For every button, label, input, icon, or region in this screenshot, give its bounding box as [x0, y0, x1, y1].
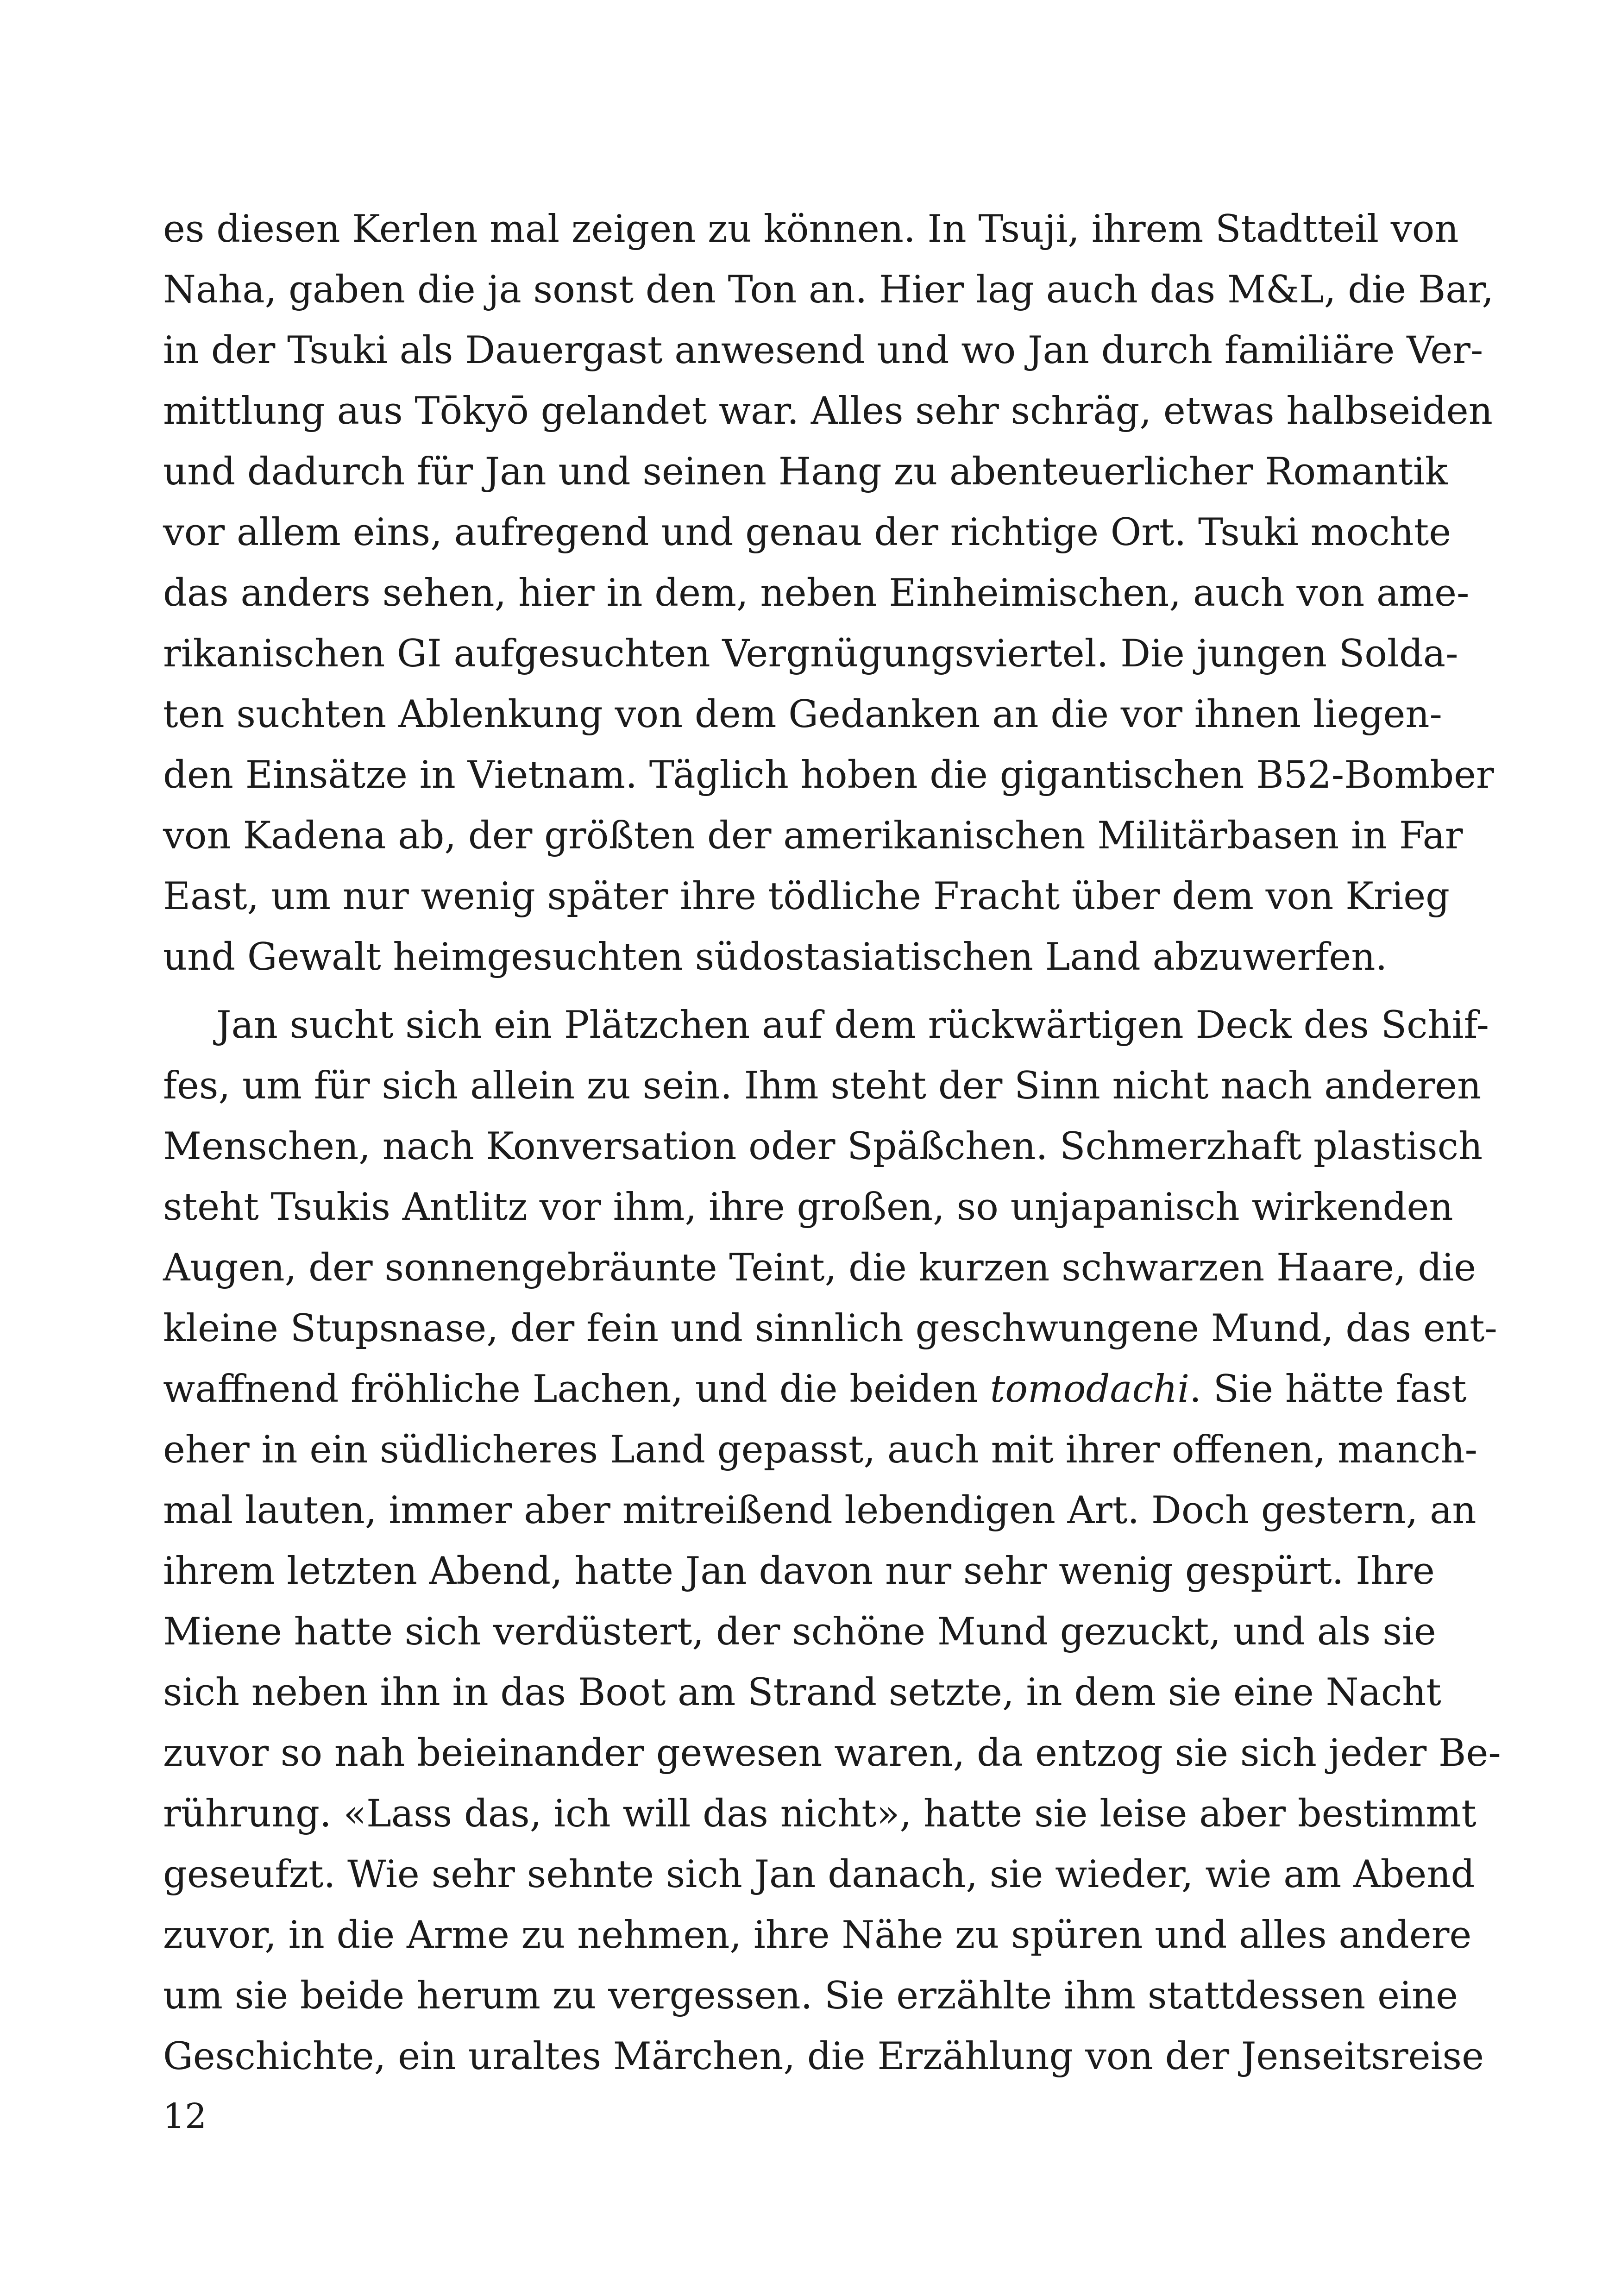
paragraph-spacer — [163, 988, 1415, 995]
body-text — [163, 199, 1501, 2087]
text-line: geseufzt. Wie sehr sehnte sich Jan danach, sie wieder, wie am Abend — [163, 1853, 1475, 1896]
paragraph-2 — [163, 995, 1501, 2087]
paragraph-1 — [163, 199, 1494, 988]
text-line: von Kadena ab, der größten der amerikanischen Militärbasen in Far — [163, 814, 1463, 858]
text-line: eher in ein südlicheres Land gepasst, auch mit ihrer offenen, manch- — [163, 1428, 1478, 1472]
text-line: sich neben ihn in das Boot am Strand setzte, in dem sie eine Nacht — [163, 1671, 1441, 1714]
text-line-with-italic — [163, 1359, 1467, 1420]
text-line: mal lauten, immer aber mitreißend lebendigen Art. Doch gestern, an — [163, 1489, 1476, 1532]
text-line: Jan sucht sich ein Plätzchen auf dem rückwärtigen Deck des Schif- — [216, 1004, 1489, 1047]
text-line: in der Tsuki als Dauergast anwesend und wo Jan durch familiäre Ver- — [163, 329, 1483, 372]
text-line: mittlung aus Tōkyō gelandet war. Alles sehr schräg, etwas halbseiden — [163, 389, 1493, 433]
text-line: zuvor, in die Arme zu nehmen, ihre Nähe zu spüren und alles andere — [163, 1913, 1472, 1957]
text-line: Augen, der sonnengebräunte Teint, die kurzen schwarzen Haare, die — [163, 1246, 1476, 1290]
text-line: steht Tsukis Antlitz vor ihm, ihre großen, so unjapanisch wirkenden — [163, 1186, 1453, 1229]
text-line: den Einsätze in Vietnam. Täglich hoben die gigantischen B52-Bomber — [163, 753, 1494, 797]
text-line: ihrem letzten Abend, hatte Jan davon nur sehr wenig gespürt. Ihre — [163, 1549, 1435, 1593]
text-line: und Gewalt heimgesuchten südostasiatischen Land abzuwerfen. — [163, 935, 1388, 979]
text-segment: waffnend fröhliche Lachen, und die beiden — [163, 1368, 990, 1411]
text-line: Naha, gaben die ja sonst den Ton an. Hier lag auch das M&L, die Bar, — [163, 268, 1494, 312]
text-line: East, um nur wenig später ihre tödliche Fracht über dem von Krieg — [163, 875, 1450, 918]
text-line: Miene hatte sich verdüstert, der schöne Mund gezuckt, und als sie — [163, 1610, 1436, 1654]
text-line: das anders sehen, hier in dem, neben Einheimischen, auch von ame- — [163, 571, 1470, 615]
text-line: um sie beide herum zu vergessen. Sie erzählte ihm stattdessen eine — [163, 1974, 1458, 2018]
text-line: rikanischen GI aufgesuchten Vergnügungsviertel. Die jungen Solda- — [163, 632, 1458, 676]
text-line: fes, um für sich allein zu sein. Ihm steht der Sinn nicht nach anderen — [163, 1064, 1482, 1108]
text-line: es diesen Kerlen mal zeigen zu können. In Tsuji, ihrem Stadtteil von — [163, 207, 1459, 251]
text-segment: . Sie hätte fast — [1189, 1368, 1467, 1411]
text-line: rührung. «Lass das, ich will das nicht», hatte sie leise aber bestimmt — [163, 1792, 1476, 1836]
text-line: ten suchten Ablenkung von dem Gedanken an die vor ihnen liegen- — [163, 693, 1442, 736]
text-line: kleine Stupsnase, der fein und sinnlich geschwungene Mund, das ent- — [163, 1307, 1497, 1350]
text-line: vor allem eins, aufregend und genau der richtige Ort. Tsuki mochte — [163, 511, 1451, 554]
text-line: und dadurch für Jan und seinen Hang zu abenteuerlicher Romantik — [163, 450, 1448, 494]
page-number: 12 — [163, 2096, 207, 2136]
text-line: zuvor so nah beieinander gewesen waren, da entzog sie sich jeder Be- — [163, 1731, 1501, 1775]
text-line: Geschichte, ein uraltes Märchen, die Erzählung von der Jenseitsreise — [163, 2035, 1484, 2078]
text-line: Menschen, nach Konversation oder Späßchen. Schmerzhaft plastisch — [163, 1125, 1483, 1168]
italic-word: tomodachi — [990, 1368, 1190, 1411]
